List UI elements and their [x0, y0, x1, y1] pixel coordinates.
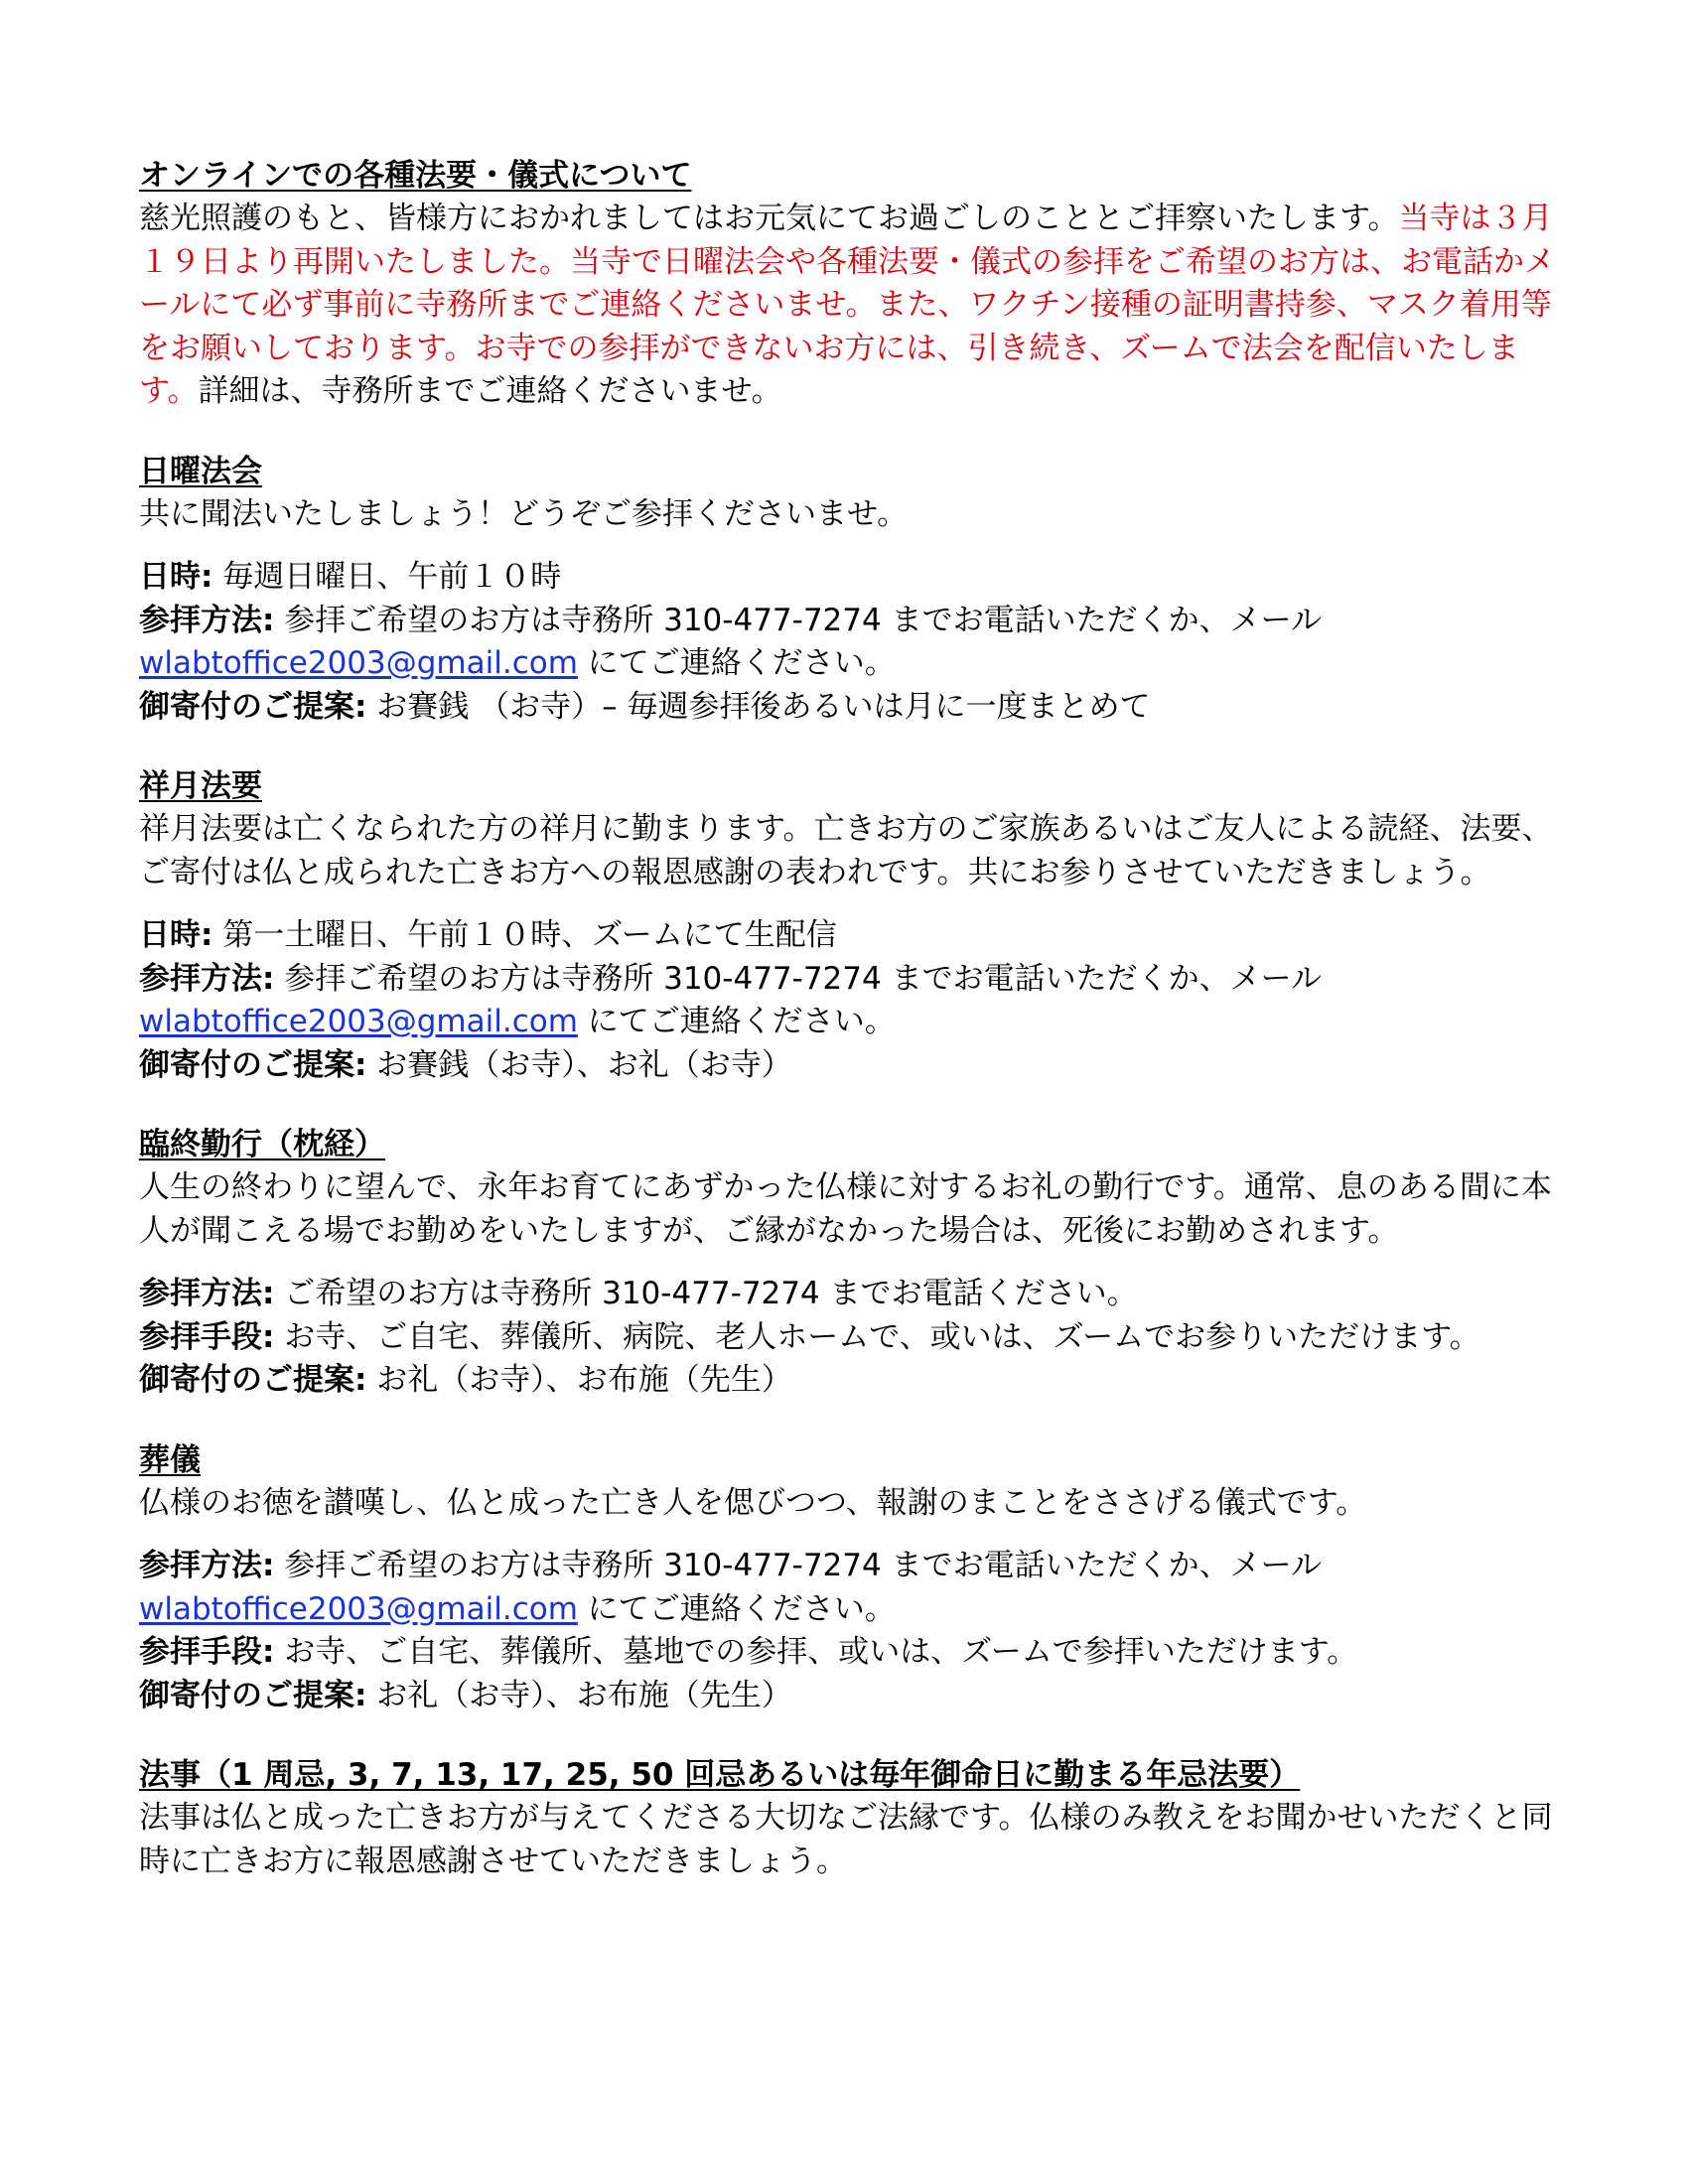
- deathbed-method: [139, 1273, 1559, 1316]
- funeral-donation: [139, 1675, 1559, 1718]
- email-suffix: にてご連絡ください。: [577, 1004, 896, 1039]
- section-heading-sunday: 日曜法会: [139, 453, 262, 489]
- donation-label: 御寄付のご提案:: [139, 688, 367, 725]
- funeral-means: [139, 1631, 1559, 1675]
- donation-value: お賽銭 （お寺）– 毎週参拝後あるいは月に一度まとめて: [366, 688, 1151, 725]
- donation-label: 御寄付のご提案:: [139, 1677, 367, 1713]
- online-intro-notice: 当寺は３月１９日より再開いたしました。当寺で日曜法会や各種法要・儀式の参拝をご希望のお方は、お電話かメールにて必ず事前に寺務所までご連絡くださいませ。また、ワクチン接種の証明書持参、マスク着用等をお願いしております。お寺での参拝ができないお方には、引き続き、ズームで法会を配信いたします。: [139, 201, 1555, 409]
- section-heading-monthly: 祥月法要: [139, 768, 262, 804]
- deathbed-donation: [139, 1359, 1559, 1403]
- sunday-email-line: [139, 642, 1559, 686]
- section-funeral: [139, 1438, 1559, 1718]
- document-page: [139, 154, 1559, 1883]
- donation-value: お礼（お寺）、お布施（先生）: [366, 1362, 792, 1398]
- section-monthly: [139, 764, 1559, 1087]
- sunday-description: 共に聞法いたしましょう！どうぞご参拝くださいませ。: [139, 495, 909, 532]
- sunday-time: [139, 556, 1559, 600]
- time-value: 毎週日曜日、午前１０時: [212, 559, 562, 595]
- donation-label: 御寄付のご提案:: [139, 1362, 367, 1398]
- email-link[interactable]: wlabtoffice2003@gmail.com: [139, 645, 578, 681]
- email-link[interactable]: wlabtoffice2003@gmail.com: [139, 1590, 578, 1627]
- method-value: ご希望のお方は寺務所 310-477-7274 までお電話ください。: [274, 1276, 1138, 1311]
- monthly-email-line: [139, 1001, 1559, 1044]
- section-memorial: [139, 1753, 1559, 1883]
- method-label: 参拝方法:: [139, 602, 275, 638]
- time-label: 日時:: [139, 917, 213, 953]
- section-heading-deathbed: 臨終勤行（枕経）: [139, 1127, 385, 1162]
- donation-label: 御寄付のご提案:: [139, 1046, 367, 1083]
- means-value: お寺、ご自宅、葬儀所、病院、老人ホームで、或いは、ズームでお参りいただけます。: [274, 1318, 1480, 1355]
- means-label: 参拝手段:: [139, 1634, 275, 1670]
- method-value: 参拝ご希望のお方は寺務所 310-477-7274 までお電話いただくか、メール: [274, 602, 1322, 638]
- time-label: 日時:: [139, 559, 213, 595]
- monthly-description: 祥月法要は亡くなられた方の祥月に勤まります。亡きお方のご家族あるいはご友人による読経、法要、ご寄付は仏と成られた亡きお方への報恩感謝の表われです。共にお参りさせていただきましょう。: [139, 811, 1553, 890]
- section-online: [139, 154, 1559, 414]
- sunday-method: [139, 600, 1559, 643]
- section-heading-funeral: 葬儀: [139, 1441, 201, 1478]
- online-intro-contact: 詳細は、寺務所までご連絡くださいませ。: [198, 373, 782, 409]
- online-intro-greeting: 慈光照護のもと、皆様方におかれましてはお元気にてお過ごしのこととご拝察いたします。: [139, 201, 1399, 236]
- funeral-description: 仏様のお徳を讃嘆し、仏と成った亡き人を偲びつつ、報謝のまことをささげる儀式です。: [139, 1484, 1367, 1521]
- deathbed-description: 人生の終わりに望んで、永年お育てにあずかった仏様に対するお礼の勤行です。通常、息のある間に本人が聞こえる場でお勤めをいたしますが、ご縁がなかった場合は、死後にお勤めされます。: [139, 1169, 1552, 1249]
- means-label: 参拝手段:: [139, 1318, 275, 1355]
- monthly-donation: [139, 1044, 1559, 1088]
- method-label: 参拝方法:: [139, 1276, 275, 1311]
- deathbed-means: [139, 1316, 1559, 1360]
- sunday-donation: [139, 686, 1559, 730]
- donation-value: お賽銭（お寺）、お礼（お寺）: [366, 1046, 792, 1083]
- email-suffix: にてご連絡ください。: [577, 645, 896, 681]
- online-intro: [139, 198, 1559, 414]
- method-value: 参拝ご希望のお方は寺務所 310-477-7274 までお電話いただくか、メール: [274, 960, 1322, 997]
- memorial-description: 法事は仏と成った亡きお方が与えてくださる大切なご法縁です。仏様のみ教えをお聞かせいただくと同時に亡きお方に報恩感謝させていただきましょう。: [139, 1800, 1553, 1879]
- method-label: 参拝方法:: [139, 960, 275, 997]
- section-heading-online: オンラインでの各種法要・儀式について: [139, 158, 692, 194]
- method-value: 参拝ご希望のお方は寺務所 310-477-7274 までお電話いただくか、メール: [274, 1548, 1322, 1583]
- monthly-method: [139, 958, 1559, 1002]
- funeral-method: [139, 1545, 1559, 1588]
- donation-value: お礼（お寺）、お布施（先生）: [366, 1677, 792, 1713]
- section-deathbed: [139, 1123, 1559, 1403]
- email-link[interactable]: wlabtoffice2003@gmail.com: [139, 1004, 578, 1039]
- funeral-email-line: [139, 1588, 1559, 1632]
- section-heading-memorial: 法事（1 周忌, 3, 7, 13, 17, 25, 50 回忌あるいは毎年御命日に勤まる年忌法要）: [139, 1757, 1301, 1793]
- email-suffix: にてご連絡ください。: [577, 1590, 896, 1627]
- time-value: 第一土曜日、午前１０時、ズームにて生配信: [212, 917, 837, 953]
- section-sunday: [139, 450, 1559, 730]
- means-value: お寺、ご自宅、葬儀所、墓地での参拝、或いは、ズームで参拝いただけます。: [274, 1634, 1358, 1670]
- method-label: 参拝方法:: [139, 1548, 275, 1583]
- monthly-time: [139, 914, 1559, 958]
